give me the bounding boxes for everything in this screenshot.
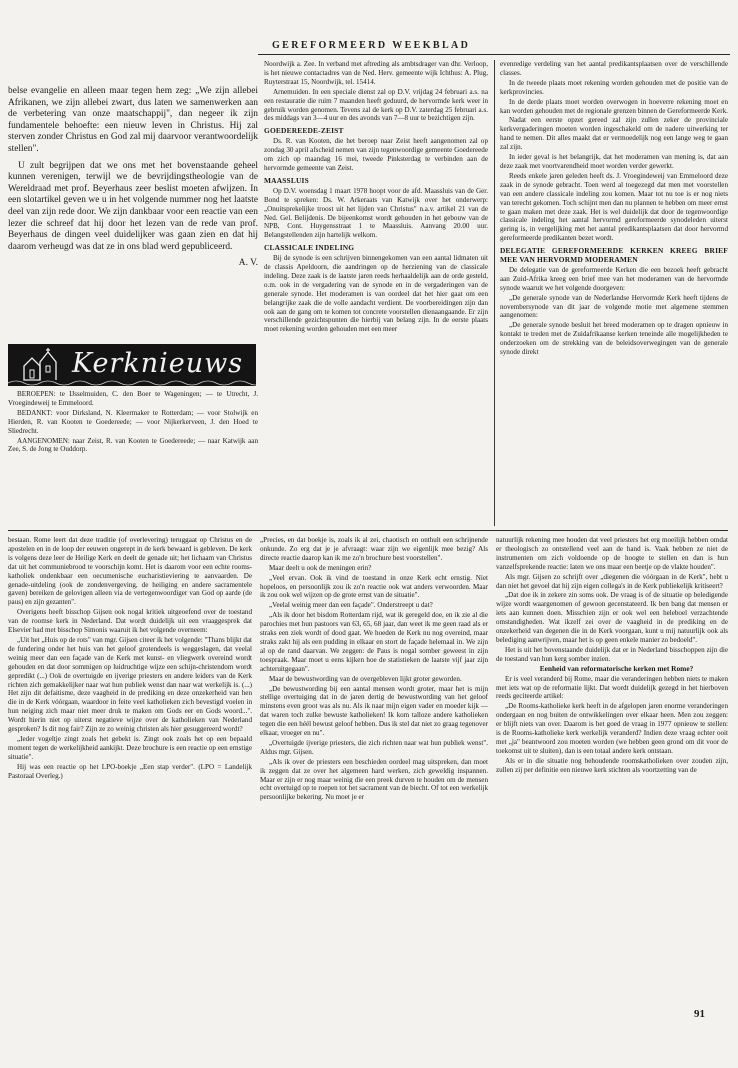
section-heading: CLASSICALE INDELING <box>264 243 355 253</box>
news-right-column <box>500 60 728 358</box>
news-goedereede: Ds. R. van Kooten, die het beroep naar Zeist heeft aangenomen zal op zondag 30 april afscheid nemen van zijn tegenwoordige gemeente Goedereede om zich op maandag 16 mei, tweede Pinksterdag te verbinden aan de hervormde gemeente van Zeist. <box>264 137 488 172</box>
kerknieuws-title: Kerknieuws <box>72 348 244 379</box>
news-paragraph: Reeds enkele jaren geleden heeft ds. J. Vroegindeweij van Emmeloord deze zaak in de synode gebracht. Toen werd al toegezegd dat men met voorstellen van een andere classicale indeling zou komen. Maar tot nu toe is er nog niets van terecht gekomen. Toch schijnt men dan nu plannen te hebben om meer ernst te gaan maken met deze zaak. Het is wel duidelijk dat door de tegenwoordige classicale indeling het aantal hervormd gereformeerde synodeleden uiterst gering is, in vergelijking met het aantal predikantsplaatsen dat door hervormd gereformeerde predikanten bezet wordt. <box>500 171 728 243</box>
news-paragraph: „De generale synode van de Nederlandse Hervormde Kerk heeft tijdens de novembersynode van dit jaar de volgende motie met algemene stemmen aangenomen: <box>500 293 728 320</box>
section-rule <box>8 530 728 531</box>
church-icon <box>18 348 64 382</box>
editorial-paragraph: belse evangelie en alleen maar tegen hem zeg: „We zijn allebei Afrikanen, we zijn allebei zwart, dus laten we samenwerken aan de verbetering van onze maatschappij", dan negeer ik zijn fundamentele behoefte: een nieuw leven in Christus. Hij zal sterven zonder Christus en God zal mij daarvoor verantwoordelijk stellen". <box>8 86 258 154</box>
editorial-paragraph: U zult begrijpen dat we ons met het bovenstaande geheel kunnen verenigen, terwijl we de bevrijdingstheologie van de Wereldraad met prof. Beyerhaus zeer beslist moeten afwijzen. In een slotartikel geven we u in het volgende nummer nog het laatste deel van zijn rede door. We zijn dankbaar voor een reactie van een lezer die schreef dat hij door het lezen van de rede van prof. Beyerhaus de dingen veel duidelijker was gaan zien en dat hij daarom verheugd was dat ze in ons blad werd gepubliceerd. <box>8 160 258 252</box>
article-paragraph: „De Rooms-katholieke kerk heeft in de afgelopen jaren enorme veranderingen ondergaan en nog buiten de ontwikkelingen over elkaar heen. Men zou zeggen: er blijft niets van over. Daarom is het goed de vraag in 1977 opnieuw te stellen: is de Rooms-katholieke kerk werkelijk veranderd? Indien deze vraag echter ooit met „ja" beantwoord zou moeten worden (we hebben geen grond om dit voor de toekomst uit te sluiten), dan is een totaal andere kerk ontstaan. <box>496 702 728 755</box>
kerknieuws-banner <box>8 344 256 386</box>
news-paragraph: Nadat een eerste opzet gereed zal zijn zullen zeker de provinciale kerkvergaderingen moeten worden ingeschakeld om de nadere uitwerking ter hand te nemen. Dit alles maakt dat er vermoedelijk nog een lange weg te gaan zal zijn. <box>500 116 728 152</box>
page-number: 91 <box>694 1008 705 1020</box>
section-heading: MAASSLUIS <box>264 175 309 185</box>
article-column-1 <box>8 536 252 781</box>
news-noordwijk: Noordwijk a. Zee. In verband met aftreding als ambtsdrager van dhr. Verloop, is het nieuwe contactadres van de Ned. Herv. gemeente wijk Ichthus: A. Plug, Ruyterstraat 15, Noordwijk, tel. 15414. <box>264 60 488 86</box>
article-paragraph: natuurlijk rekening mee houden dat veel priesters het erg moeilijk hebben omdat er theologisch zo ontstellend veel aan de hand is. Vaak hebben ze niet de instrumenten om zich voldoende op de hoogte te stellen en dan is hun vanzelfsprekende reactie: laten we ons maar een beetje op de vlakte houden". <box>496 536 728 571</box>
article-paragraph: Maar deelt u ook de meningen erin? <box>269 563 372 572</box>
news-maassluis: Op D.V. woensdag 1 maart 1978 hoopt voor de afd. Maassluis van de Ger. Bond te spreken: Ds. W. Arkeraats van Katwijk over het onderwerp: „Onuitsprekelijke troost uit het lijden van Christus" n.a.v. artikel 21 van de Ned. Gel. Belijdenis. De bijeenkomst wordt gehouden in het gebouw van de NPB, Cont. Huygensstraat 1 te Maassluis. Aanvang 20.00 uur. Belangstellenden zijn hartelijk welkom. <box>264 186 488 240</box>
article-paragraph: „Veelal weinig meer dan een façade". Onderstreept u dat? <box>269 601 433 610</box>
article-paragraph: Overigens heeft bisschop Gijsen ook nogal kritiek uitgeoefend over de toestand van de roomse kerk in Nederland. Dat wordt duidelijk uit een vraaggesprek dat Elsevier had met bisschop Simonis waaruit ik het volgende overneem: <box>8 608 252 635</box>
article-paragraph: „De bewustwording bij een aantal mensen wordt groter, maar het is mijn stellige overtuiging dat in de jaren dertig de bewustwording van het geloof minstens even groot was als nu. Als ik naar mijn eigen vader en moeder kijk — dat waren toch zulke bewuste katholieken! Ik kom talloze andere katholieken tegen die een héél bewust geloof hebben. Dus ik stel dat niet zo graag tegenover elkaar, vroeger en nu". <box>260 684 488 738</box>
kerknieuws-aangenomen: AANGENOMEN: naar Zeist, R. van Kooten te Goedereede; — naar Katwijk aan Zee, S. de Jong te Ouddorp. <box>8 436 258 454</box>
header-rule <box>258 54 730 55</box>
article-paragraph: Als er in die situatie nog behoudende roomskatholieken over zouden zijn, zullen zij per definitie een nieuwe kerk stichten als voortzetting van de <box>496 756 728 774</box>
article-column-3 <box>496 536 728 776</box>
page-header: GEREFORMEERD WEEKBLAD <box>272 40 471 51</box>
article-paragraph: Als mgr. Gijsen zo schrijft over „diegenen die vóórgaan in de Kerk", hebt u dan niet het gevoel dat hij zijn eigen collega's in de Kerk publiekelijk kritiseert? <box>496 572 728 590</box>
article-paragraph: „Ieder vogeltje zingt zoals het gebekt is. Zingt ook zoals het op een bepaald moment tegen de werkelijkheid aankijkt. Deze brochure is een reactie op een ernstige situatie". <box>8 734 252 761</box>
article-column-2 <box>260 536 488 803</box>
news-paragraph: evenredige verdeling van het aantal predikantsplaatsen over de verschillende classes. <box>500 60 728 77</box>
column-divider <box>494 60 495 526</box>
news-middle-column <box>264 60 488 335</box>
kerknieuws-beroepen: BEROEPEN: te IJsselmuiden, C. den Boer te Wageningen; — te Utrecht, J. Vroegindeweij te Emmeloord. <box>8 390 258 407</box>
section-heading: GOEDEREEDE-ZEIST <box>264 126 344 136</box>
article-paragraph: „Veel ervan. Ook ik vind de toestand in onze Kerk echt ernstig. Niet hopeloos, en persoonlijk zou ik zo'n reactie ook wat anders verwoorden. Maar ik zou ook wel wijzen op de grote ernst van de situatie". <box>260 573 488 600</box>
article-paragraph: „Uit het „Huis op de rots" van mgr. Gijsen citeer ik het volgende: "Thans blijkt dat de fundering onder het huis van het geloof grotendeels is weggeslagen, dat veelal weinig meer dan een façade van de Kerk met kunst- en vliegwerk overeind wordt gehouden en dat door sommigen op luidruchtige wijze een schijn-christendom wordt gepredikt (...) Ook de overtuigde en ijverige priesters en andere leiders van de Kerk richten zich gemakkelijker naar wat hun publiek wenst dan naar wat werkelijk is. (...) Het zijn dit defaitisme, deze vaagheid in de prediking en deze onzekerheid van hen die in de Kerk vóórgaan, waardoor in feite veel katholieken zich bevestigd voelen in hun neiging zich maar niet meer druk te maken om Gods eer en Gods woord...". Wordt hierin niet op uiterst negatieve wijze over de katholieken van Nederland gesproken? Is dit nog fair? Zijn ze zo weinig christen als hier gesuggereerd wordt? <box>8 635 252 734</box>
article-paragraph: Hij was een reactie op het LPO-boekje „Een stap verder". (LPO = Landelijk Pastoraal Overleg.) <box>8 762 252 780</box>
article-paragraph: Het is uit het bovenstaande duidelijk dat er in Nederland bisschoppen zijn die de toestand van hun kerg somber inzien. <box>496 645 728 663</box>
editorial-signature: A. V. <box>238 258 258 269</box>
news-paragraph: In de tweede plaats moet rekening worden gehouden met de positie van de kerkprovincies. <box>500 78 728 96</box>
section-heading: DELEGATIE GEREFORMEERDE KERKEN KREEG BRIEF MEE VAN HERVORMD MODERAMEN <box>500 246 728 265</box>
news-paragraph: In ieder geval is het belangrijk, dat het moderamen van mening is, dat aan deze zaak met voortvarendheid moet worden verder gewerkt. <box>500 153 728 170</box>
article-paragraph: „Als ik over de priesters een beschieden oordeel mag uitspreken, dan moet ik zeggen dat ze over het algemeen hard werken, zich geweldig inspannen. Maar er zijn er nog maar weinig die een preek durven te houden om de mensen echt overtuigd op te roepen tot het sacrament van de biecht. Of tot een werkelijk persoonlijke bekering. Nu moet je er <box>260 757 488 802</box>
article-paragraph: „Als ik door het bisdom Rotterdam rijd, wat ik geregeld doe, en ik zie al die parochies met hun pastoors van 63, 65, 68 jaar, dan weet ik me geen raad als er straks een ziek wordt of dood gaat. We hoeden de Kerk nu nog overeind, maar straks zakt hij als een pudding in elkaar en stort de façade helemaal in. We zijn al op de rand daarvan. We zeggen: de Paus is nogal somber geweest in zijn toespraak. Maar moet u eens kijken hoe de statistieken de laatste vijf jaar zijn achteruitgegaan". <box>260 611 488 673</box>
news-paragraph: De delegatie van de gereformeerde Kerken die een bezoek heeft gebracht aan Zuid-Afrika kreeg een brief mee van het moderamen van de hervormde synode waaruit we het volgende doorgeven: <box>500 265 728 292</box>
kerknieuws-list <box>8 390 258 455</box>
article-paragraph: Er is veel veranderd bij Rome, maar die veranderingen hebben niets te maken met iets wat op de reformatie lijkt. Dat wordt duidelijk gezegd in het hierboven reeds geciteerde artikel: <box>496 674 728 701</box>
news-classicale: Bij de synode is een schrijven binnengekomen van een aantal lidmaten uit de classis Apeldoorn, die aandringen op de herziening van de classicale indeling. Deze zaak is de laatste jaren reeds herhaaldelijk aan de orde gesteld, o.m. ook in de vergadering van de synode en in de vergaderingen van de generale synode. Het moderamen is van oordeel dat het hier gaat om een belangrijke zaak die de volle aandacht verdient. De voorbereidingen zijn dan ook aan de gang om te komen tot concrete voorstellen dienaangaande. Er zijn verschillende gezichtspunten die hierbij van belang zijn. In de eerste plaats moet rekening worden gehouden met een meer <box>264 254 488 334</box>
article-subheading: Eenheid van reformatorische kerken met Rome? <box>539 663 694 673</box>
article-paragraph: „Dat doe ik in zekere zin soms ook. De vraag is of de situatie op beledigende wijze wordt waargenomen of gewoon gecenstateerd. Ik ben bang dat mensen er iets aan kunnen doen. Misschien zijn er ook wel een heleboel verzachtende omstandigheden. Wat ikzelf zei over de vaagheid in de prediking en de onzekerheid van degenen die in de Kerk voorgaan, kunt u mij natuurlijk ook als belediging aanwrijven, maar het is op geen enkele manier zo bedoeld". <box>496 591 728 644</box>
article-paragraph: „Precies, en dat boekje is, zoals ik al zei, chaotisch en onthult een schrijnende onkunde. Zo erg dat je je afvraagt: waar zijn we eigenlijk mee bezig? Als directe reactie daarop kan ik me zo'n brochure best voorstellen". <box>260 536 488 562</box>
article-paragraph: Maar de bewustwording van de overgebleven lijkt groter geworden. <box>269 674 462 683</box>
editorial-column <box>8 86 258 270</box>
news-arnemuiden: Arnemuiden. In een speciale dienst zal op D.V. vrijdag 24 februari a.s. na een restauratie die ruim 7 maanden heeft geduurd, de hervormde kerk weer in gebruik worden genomen. Tevens zal de kerk op D.V. zaterdag 25 februari a.s. des middags van 3—4 uur en des avonds van 7—8 uur te bezichtigen zijn. <box>264 87 488 123</box>
article-paragraph: „Overtuigde ijverige priesters, die zich richten naar wat hun publiek wenst". Aldus mgr. Gijsen. <box>260 738 488 756</box>
news-paragraph: „De generale synode besluit het breed moderamen op te dragen opnieuw in kontakt te treden met de Zuidafrikaanse kerken teneinde alle mogelijkheden te onderzoeken om de strekking van de beleidsoverwegingen van de generale synode direkt <box>500 321 728 357</box>
article-paragraph: bestaan. Rome leert dat deze traditie (of overlevering) teruggaat op Christus en de apostelen en in de loop der eeuwen ongerept in de kerk bewaard is gebleven. De kerk is volgens deze leer de Heilige Kerk en deelt de genade uit; het lichaam van Christus dat uit het communiebrood te voorschijn komt. Het is daarom voor een echte rooms-katholiek ondenkbaar een oecumenische eucharistieviering te aanvaarden. De genade-uitdeling (ook de zondenvergeving, de heiliging en andere sacramentele gaven) bereiken de gelovigen alleen via de vertegenwoordiger van God op aarde (de paus) en zijn gezanten". <box>8 536 252 607</box>
kerknieuws-bedankt: BEDANKT: voor Dirksland, N. Kleermaker te Rotterdam; — voor Stolwijk en Hierden, R. van Kooten te Goedereede; — voor Nijkerkerveen, J. den Hoed te Sliedrecht. <box>8 408 258 435</box>
banner-wave <box>8 378 256 386</box>
news-paragraph: In de derde plaats moet worden overwogen in hoeverre rekening moet en kan worden gehouden met de regionale grenzen binnen de Gereformeerde Kerk. <box>500 97 728 115</box>
